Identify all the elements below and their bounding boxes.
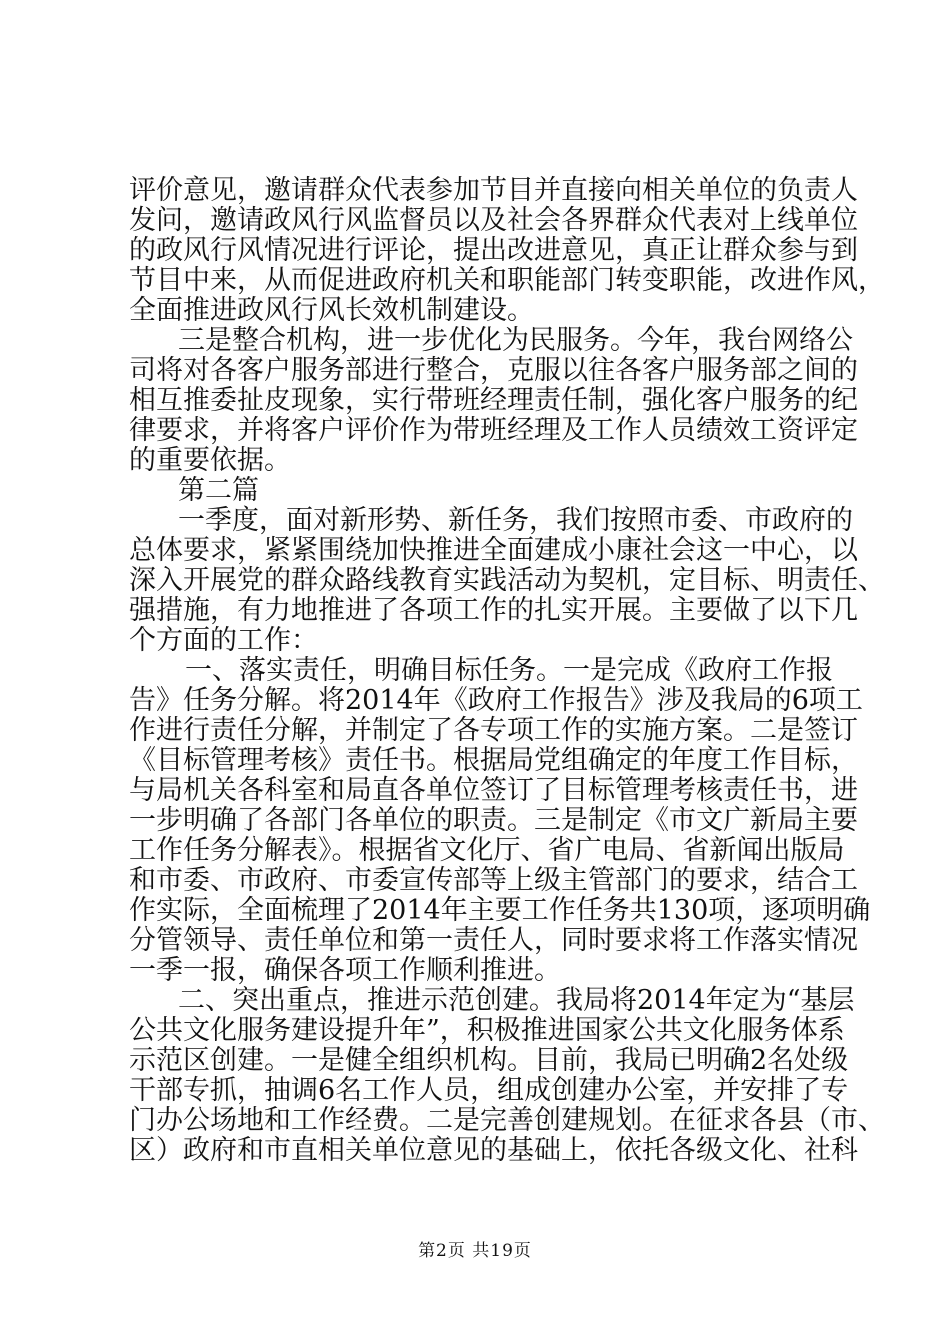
text-line: 公共文化服务建设提升年”，积极推进国家公共文化服务体系 (129, 1015, 845, 1046)
text-line: 相互推委扯皮现象，实行带班经理责任制，强化客户服务的纪 (129, 385, 858, 416)
paragraph-start-line: 三是整合机构，进一步优化为民服务。今年，我台网络公 (178, 325, 853, 356)
text-line: 告》任务分解。将2014年《政府工作报告》涉及我局的6项工 (129, 685, 863, 716)
text-line: 干部专抓，抽调6名工作人员，组成创建办公室，并安排了专 (129, 1075, 849, 1106)
page-number-footer: 第2页 共19页 (418, 1241, 532, 1261)
paragraph-start-line: 二、突出重点，推进示范创建。我局将2014年定为“基层 (178, 985, 855, 1016)
text-line: 发问，邀请政风行风监督员以及社会各界群众代表对上线单位 (129, 205, 858, 236)
text-line: 分管领导、责任单位和第一责任人，同时要求将工作落实情况 (129, 925, 858, 956)
text-line: 作进行责任分解，并制定了各专项工作的实施方案。二是签订 (129, 715, 858, 746)
text-line: 工作任务分解表》。根据省文化厅、省广电局、省新闻出版局 (129, 835, 845, 866)
text-line: 示范区创建。一是健全组织机构。目前，我局已明确2名处级 (129, 1045, 849, 1076)
text-line: 节目中来，从而促进政府机关和职能部门转变职能，改进作风， (129, 265, 885, 296)
paragraph-start-line: 一季度，面对新形势、新任务，我们按照市委、市政府的 (178, 505, 853, 536)
text-line: 总体要求，紧紧围绕加快推进全面建成小康社会这一中心，以 (129, 535, 858, 566)
text-line: 门办公场地和工作经费。二是完善创建规划。在征求各县（市、 (129, 1105, 885, 1136)
text-line: 全面推进政风行风长效机制建设。 (129, 295, 534, 326)
text-line: 区）政府和市直相关单位意见的基础上，依托各级文化、社科 (129, 1135, 858, 1166)
text-line: 深入开展党的群众路线教育实践活动为契机，定目标、明责任、 (129, 565, 885, 596)
document-body (129, 175, 885, 1166)
text-line: 的政风行风情况进行评论，提出改进意见，真正让群众参与到 (129, 235, 858, 266)
text-line: 和市委、市政府、市委宣传部等上级主管部门的要求，结合工 (129, 865, 858, 896)
text-line: 一步明确了各部门各单位的职责。三是制定《市文广新局主要 (129, 805, 858, 836)
text-line: 个方面的工作： (129, 625, 318, 656)
text-line: 律要求，并将客户评价作为带班经理及工作人员绩效工资评定 (129, 415, 858, 446)
text-line: 一季一报，确保各项工作顺利推进。 (129, 955, 561, 986)
text-line: 《目标管理考核》责任书。根据局党组确定的年度工作目标， (129, 745, 858, 776)
text-line: 强措施，有力地推进了各项工作的扎实开展。主要做了以下几 (129, 595, 858, 626)
text-line: 评价意见，邀请群众代表参加节目并直接向相关单位的负责人 (129, 175, 858, 206)
text-line: 司将对各客户服务部进行整合，克服以往各客户服务部之间的 (129, 355, 858, 386)
text-line: 与局机关各科室和局直各单位签订了目标管理考核责任书，进 (129, 775, 858, 806)
text-line: 的重要依据。 (129, 445, 291, 476)
text-line: 作实际，全面梳理了2014年主要工作任务共130项，逐项明确 (129, 895, 871, 926)
section-heading: 第二篇 (178, 475, 259, 506)
paragraph-start-line: 一、落实责任，明确目标任务。一是完成《政府工作报 (185, 655, 833, 686)
